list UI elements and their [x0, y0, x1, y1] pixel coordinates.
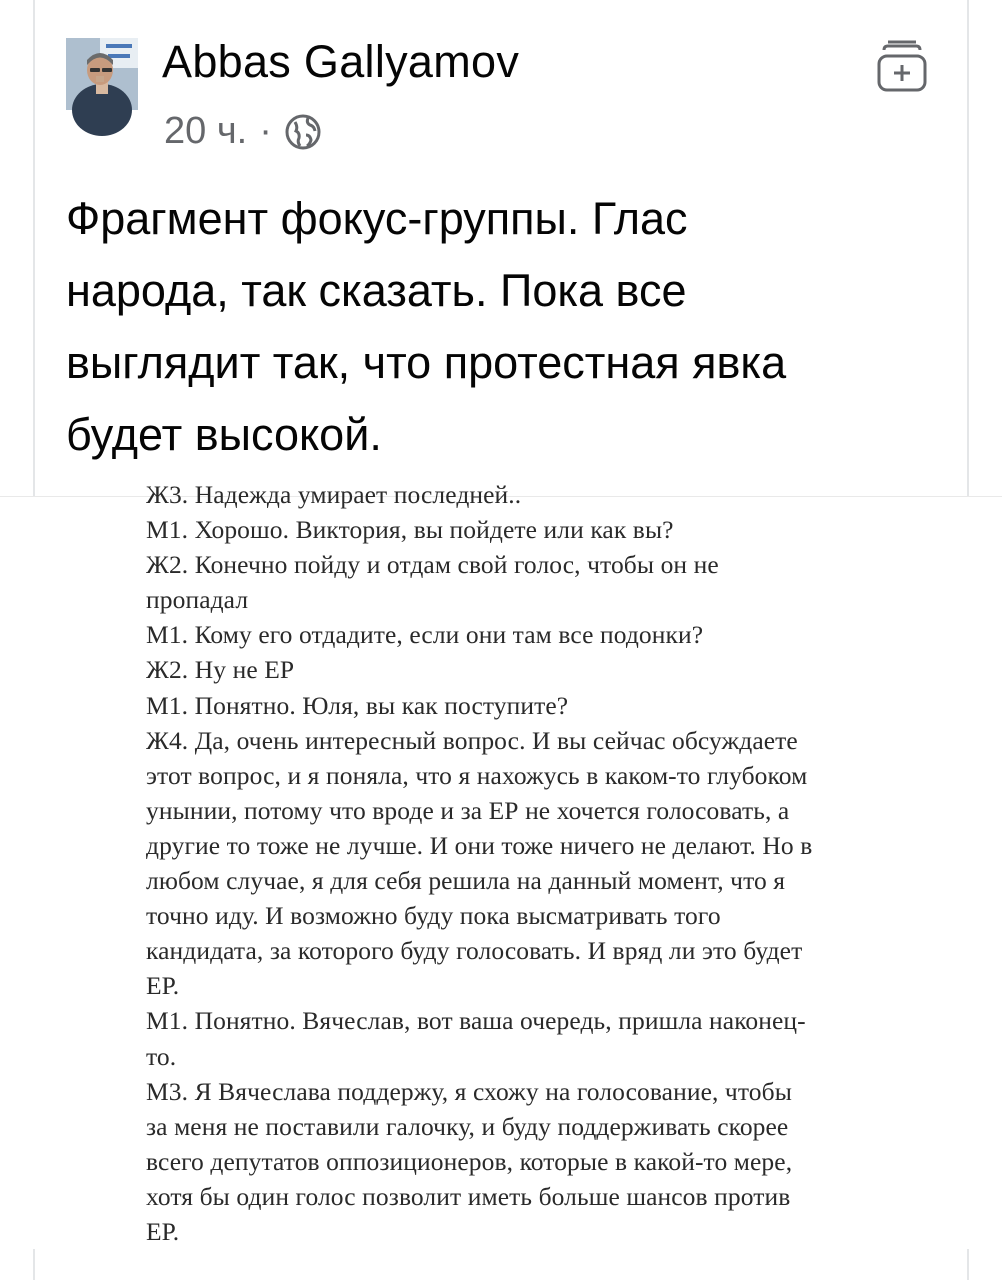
document-line: другие то тоже не лучше. И они тоже ничего не делают. Но в: [146, 830, 813, 860]
document-line: М1. Хорошо. Виктория, вы пойдете или как вы?: [146, 515, 674, 545]
post-text-line-3: выглядит так, что протестная явка: [66, 337, 787, 388]
card-border-right: [967, 0, 969, 496]
card-border-left-bottom: [33, 1248, 35, 1280]
document-line: М1. Кому его отдадите, если они там все подонки?: [146, 620, 704, 650]
document-line: Ж4. Да, очень интересный вопрос. И вы сейчас обсуждаете: [146, 725, 798, 755]
document-line: М3. Я Вячеслава поддержу, я схожу на голосование, чтобы: [146, 1076, 792, 1106]
document-line: за меня не поставили галочку, и буду поддерживать скорее: [146, 1111, 789, 1141]
document-line: пропадал: [146, 585, 249, 615]
post-text-line-2: народа, так сказать. Пока все: [66, 265, 687, 316]
document-line: М1. Понятно. Вячеслав, вот ваша очередь, пришла наконец-: [146, 1006, 806, 1036]
attached-document-image[interactable]: [0, 480, 1002, 1249]
globe-icon[interactable]: [284, 113, 322, 151]
document-line: то.: [146, 1041, 177, 1071]
author-name[interactable]: Abbas Gallyamov: [162, 36, 520, 87]
post-time[interactable]: 20 ч.: [164, 110, 248, 152]
save-to-collection-icon[interactable]: [874, 38, 930, 94]
card-border-right-bottom: [967, 1248, 969, 1280]
avatar[interactable]: [66, 38, 138, 110]
document-line: ЕР.: [146, 1216, 180, 1246]
document-line: кандидата, за которого буду голосовать. И вряд ли это будет: [146, 936, 803, 966]
post-text-line-4: будет высокой.: [66, 409, 382, 460]
post-header: [66, 34, 936, 164]
avatar-photo-icon: [66, 38, 138, 110]
document-line: ЕР.: [146, 971, 180, 1001]
post-text: [66, 183, 946, 471]
document-line: любом случае, я для себя решила на данный момент, что я: [146, 866, 786, 896]
document-line: хотя бы один голос позволит иметь больше шансов против: [146, 1181, 791, 1211]
document-line: Ж2. Ну не ЕР: [146, 655, 295, 685]
document-line: точно иду. И возможно буду пока высматривать того: [146, 901, 721, 931]
document-line: всего депутатов оппозиционеров, которые в какой-то мере,: [146, 1146, 793, 1176]
document-line: М1. Понятно. Юля, вы как поступите?: [146, 690, 569, 720]
document-line: Ж2. Конечно пойду и отдам свой голос, чтобы он не: [146, 550, 719, 580]
meta-separator: ·: [259, 110, 272, 152]
document-line: унынии, потому что вроде и за ЕР не хочется голосовать, а: [146, 795, 790, 825]
document-text: [146, 477, 946, 1249]
post-meta: [164, 110, 322, 153]
post-text-line-1: Фрагмент фокус-группы. Глас: [66, 193, 688, 244]
document-line: этот вопрос, и я поняла, что я нахожусь в каком-то глубоком: [146, 760, 808, 790]
card-border-left: [33, 0, 35, 496]
document-line: Ж3. Надежда умирает последней..: [146, 480, 522, 509]
